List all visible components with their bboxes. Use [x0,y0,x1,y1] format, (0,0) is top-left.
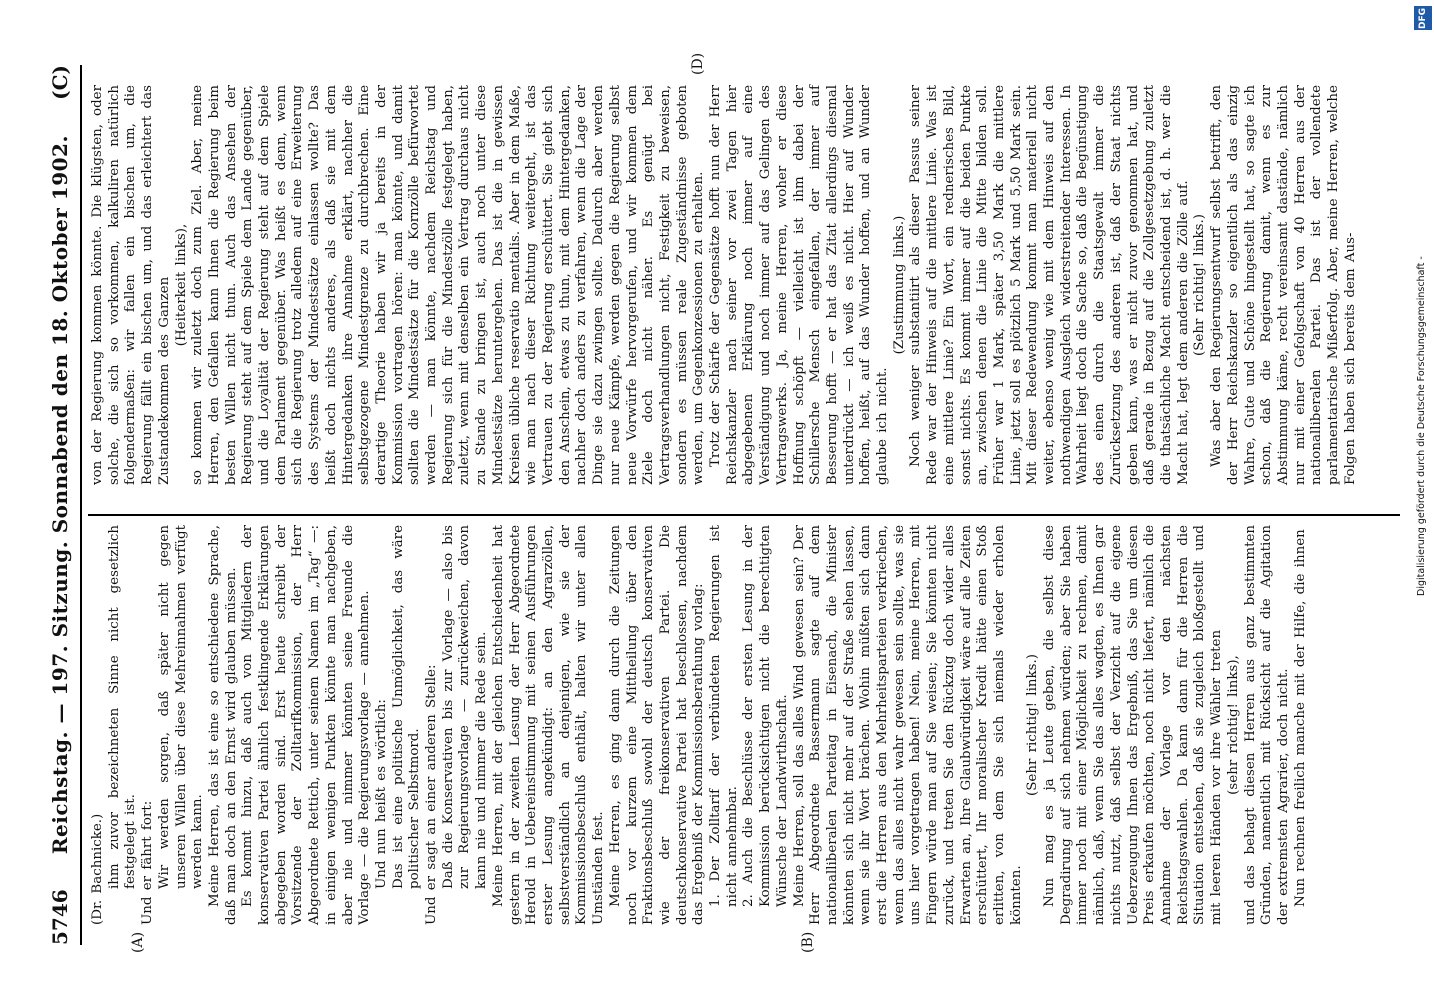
right-text-column [90,85,1359,485]
paragraph: so kommen wir zuletzt doch zum Ziel. Aber, meine Herren, den Gefallen kann Ihnen die Regierung beim besten Willen nicht thun. Auch das Ansehen der Regierung steht auf dem Spiele dem Lande gegenüber, und die Loyalität der Regierung steht auf dem Spiele dem Parlament gegenüber. Was heißt es denn, wenn sich die Regierung trotz alledem auf eine Erweiterung des Systems der Mindestsätze einlassen wollte? Das heißt doch nichts anderes, als daß sie mit dem Hintergedanken ihre Annahme erklärt, nachher die selbstgezogene Mindestgrenze zu durchbrechen. Eine derartige Theorie haben wir ja bereits in der Kommission vortragen hören: man könnte, und damit sollten die Mindestsätze für die Kornzölle befürwortet werden — man könnte, nachdem Reichstag und Regierung sich für die Mindestzölle festgelegt haben, zuletzt, wenn mit denselben ein Vertrag durchaus nicht zu Stande zu bringen ist, auch noch unter diese Mindestsätze heruntergehen. Das ist die in gewissen Kreisen übliche reservatio mentalis. Aber in dem Maße, wie man nach dieser Richtung weitergeht, ist das Vertrauen zu der Regierung erschüttert. Sie giebt sich den Anschein, etwas zu thun, mit dem Hintergedanken, nachher doch anders zu verfahren, wenn die Lage der Dinge sie dazu zwingen sollte. Dadurch aber werden nur neue Kämpfe, werden gegen die Regierung selbst neue Vorwürfe hervorgerufen, und wir kommen dem Ziele doch nicht näher. Es genügt bei Vertragsverhandlungen nicht, Festigkeit zu beweisen, sondern es müssen reale Zugeständnisse geboten werden, um Gegenkonzessionen zu erhalten. [190,85,707,485]
column-letter-top: (C) [48,65,72,100]
margin-letter-a: (A) [130,931,146,953]
page-number: 5746 [48,889,72,945]
paragraph: Meine Herren, das ist eine so entschiedene Sprache, daß man doch an den Ernst wird glauben müssen. [206,525,239,925]
paragraph: Es kommt hinzu, daß auch von Mitgliedern der konservativen Partei ähnlich festklingende Erklärungen abgegeben worden sind. Erst heute schreibt der Vorsitzende der Zolltarifkommission, der Herr Abgeordnete Rettich, unter seinem Namen im „Tag“ —: in einigen wenigen Punkten könnte man nachgeben, aber nie und nimmer könnten seine Freunde die Vorlage — die Regierungsvorlage — annehmen. [240,525,373,925]
paragraph: Meine Herren, mit der gleichen Entschiedenheit hat gestern in der zweiten Lesung der Herr Abgeordnete Herold in Uebereinstimmung mit seinen Ausführungen erster Lesung angekündigt: an den Agrarzöllen, selbstverständlich an denjenigen, wie sie der Kommissionsbeschluß enthält, halten wir unter allen Umständen fest. [490,525,607,925]
paragraph: und das behagt diesen Herren aus ganz bestimmten Gründen, namentlich mit Rücksicht auf die Agitation der extremsten Agrarier, doch nicht. [1242,525,1291,925]
paragraph: von der Regierung kommen könnte. Die klügsten, oder solche, die sich so vorkommen, kalkuliren natürlich folgendermaßen: wir fallen ein bischen um, die Regierung fällt ein bischen um, und das erleichtert das Zustandekommen des Ganzen [90,85,172,485]
paragraph: 1. Der Zolltarif der verbündeten Regierungen ist nicht annehmbar. [708,525,740,907]
paragraph: Nun mag es ja Leute geben, die selbst diese Degradirung auf sich nehmen würden; aber Sie haben immer noch mit einer Möglichkeit zu rechnen, damit nämlich, daß, wenn Sie das alles wagten, es Ihnen gar nichts nutzt, daß selbst der Verzicht auf die eigene Ueberzeugung Ihnen das Ergebniß, das Sie um diesen Preis erkaufen möchten, noch nicht liefert, nämlich die Annahme der Vorlage vor den nächsten Reichstagswahlen. Da kann dann für die Herren die Situation entstehen, daß sie zugleich bloßgestellt und mit leeren Händen vor ihre Wähler treten [1042,525,1225,925]
left-text-column [90,525,1309,925]
paragraph: ihm zuvor bezeichneten Sinne nicht gesetzlich festgelegt ist. [106,525,139,889]
column-divider [88,514,1400,516]
header-rule [80,65,82,945]
digitization-note: Digitalisierung gefördert durch die Deutsche Forschungsgemeinschaft - [1416,256,1427,596]
paragraph: Daß die Konservativen bis zur Vorlage — also bis zur Regierungsvorlage — zurückweichen, davon kann nie und nimmer die Rede sein. [440,525,490,889]
paragraph: Nun rechnen freilich manche mit der Hilfe, die ihnen [1292,529,1308,907]
paragraph: Noch weniger substantiirt als dieser Passus seiner Rede war der Hinweis auf die mittlere Linie. Was ist eine mittlere Linie? Ein Wort, ein rednerisches Bild, sonst nichts. Es kommt immer auf die beiden Punkte an, zwischen denen die Linie die Mitte bilden soll. Früher war 1 Mark, später 3,50 Mark die mittlere Linie, jetzt soll es plötzlich 5 Mark und 5,50 Mark sein. Mit dieser Redewendung kommt man materiell nicht weiter, ebenso wenig wie mit dem Hinweis auf den nothwendigen Ausgleich widerstreitender Interessen. In Wahrheit liegt doch die Sache so, daß die Begünstigung des einen durch die Staatsgewalt immer die Zurücksetzung des anderen ist, daß der Staat nichts geben kann, was er nicht zuvor genommen hat, und daß gerade in Bezug auf die Zollgesetzgebung zuletzt die thatsächliche Macht entscheidend ist, d. h. wer die Macht hat, legt dem anderen die Zölle auf. [908,85,1191,485]
paragraph: Meine Herren, soll das alles Wind gewesen sein? Der Herr Abgeordnete Bassermann sagte auf dem nationalliberalen Parteitag in Eisenach, die Minister könnten sich nicht mehr auf der Straße sehen lassen, wenn sie ihr Wort brächen. Wohin müßten sich dann erst die Herren aus den Mehrheitsparteien verkriechen, wenn das alles nicht wahr gewesen sein sollte, was sie uns hier vorgetragen haben! Nein, meine Herren, mit Fingern würde man auf Sie weisen; Sie könnten nicht zurück, und treten Sie den Rückzug doch wider alles Erwarten an, Ihre Glaubwürdigkeit wäre auf alle Zeiten erschüttert, Ihr moralischer Kredit hätte einen Stoß erlitten, von dem Sie sich niemals wieder erholen könnten. [791,525,1024,925]
paragraph: Und nun heißt es wörtlich: [373,699,389,889]
paragraph: (Sehr richtig! links.) [1192,214,1208,356]
paragraph: Trotz der Schärfe der Gegensätze hofft nun der Herr Reichskanzler nach seiner vor zwei Tagen hier abgegebenen Erklärung noch immer auf eine Verständigung und noch immer auf das Gelingen des Vertragswerks. Ja, meine Herren, woher er diese Hoffnung schöpft — vielleicht ist ihm dabei der Schillersche Mensch eingefallen, der immer auf Besserung hofft — er hat das Zitat allerdings diesmal unterdrückt — ich weiß es nicht. Hier auf Wunder hoffen, heißt, auf das Wunder hoffen, und an Wunder glaube ich nicht. [708,85,891,485]
dfg-logo: DFG [1414,6,1432,30]
paragraph: Und er sagt an einer anderen Stelle: [424,664,440,925]
page-header [40,65,80,945]
paragraph: Meine Herren, es ging dann durch die Zeitungen noch vor kurzem eine Mittheilung über den Fraktionsbeschluß sowohl der deutsch konservativen wie der freikonservativen Partei. Die deutschkonservative Partei hat beschlossen, nachdem das Ergebniß der Kommissionsberathung vorlag: [607,525,707,925]
paragraph: Was aber den Regierungsentwurf selbst betrifft, den der Herr Reichskanzler so eigentlich als das einzig Wahre, Gute und Schöne hingestellt hat, so sagte ich schon, daß die Regierung damit, wenn es zur Abstimmung käme, recht vereinsamt dastände, nämlich nur mit einer Gefolgschaft von 40 Herren aus der nationalliberalen Partei. Das ist der vollendete parlamentarische Mißerfolg. Aber, meine Herren, welche Folgen haben sich bereits dem Aus- [1209,85,1358,485]
paragraph: 2. Auch die Beschlüsse der ersten Lesung in der Kommission berücksichtigen nicht die berechtigten Wünsche der Landwirthschaft. [741,525,790,907]
page-title: Reichstag. — 197. Sitzung. Sonnabend den 18. Oktober 1902. [48,135,72,855]
paragraph: (sehr richtig! links), [1225,655,1241,795]
paragraph: Wir werden sorgen, daß später nicht gegen unseren Willen über diese Mehreinnahmen verfügt werden kann. [156,525,206,889]
paragraph: Das ist eine politische Unmöglichkeit, das wäre politischer Selbstmord. [390,525,423,889]
margin-letter-d: (D) [690,52,706,75]
paragraph: (Heiterkeit links), [173,223,189,347]
paragraph: (Zustimmung links.) [891,215,907,355]
paragraph: (Dr. Bachnicke.) [90,813,105,925]
rotated-page [40,35,1420,975]
paragraph: Und er fährt fort: [140,800,156,925]
paragraph: (Sehr richtig! links.) [1025,654,1041,796]
margin-letter-b: (B) [800,931,816,953]
